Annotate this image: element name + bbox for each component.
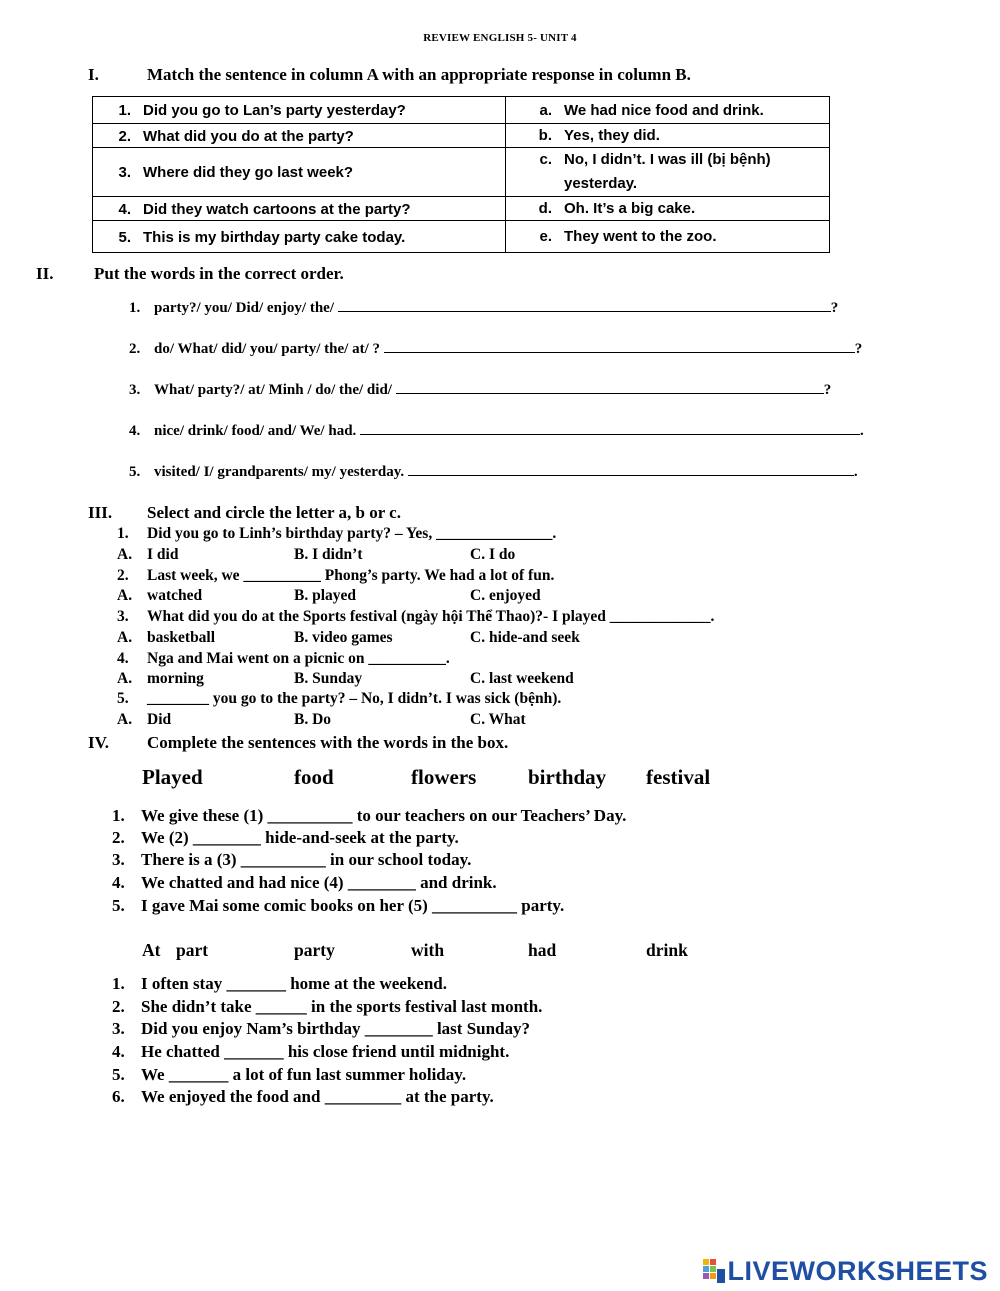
- col-b-letter: c.: [539, 151, 552, 168]
- option-b[interactable]: B. video games: [294, 629, 393, 646]
- col-a-number: 3.: [118, 164, 131, 181]
- col-b-letter: e.: [539, 228, 552, 245]
- answer-line[interactable]: [408, 461, 854, 476]
- col-b-response: Oh. It’s a big cake.: [564, 200, 696, 217]
- sentence-number: 5.: [112, 1065, 125, 1084]
- word-box-2-word: with: [411, 940, 445, 960]
- page-title: REVIEW ENGLISH 5- UNIT 4: [423, 32, 577, 44]
- answer-line[interactable]: [396, 379, 824, 394]
- section-1-heading: Match the sentence in column A with an appropriate response in column B.: [147, 65, 691, 84]
- reorder-item: [129, 379, 831, 399]
- sentence-text: Did you enjoy Nam’s birthday ________ last Sunday?: [141, 1019, 531, 1038]
- reorder-item: [129, 420, 864, 440]
- answer-line[interactable]: [384, 338, 855, 353]
- item-number: 1.: [129, 300, 141, 316]
- option-a-label: A.: [117, 670, 133, 687]
- item-number: 5.: [129, 464, 141, 480]
- option-a[interactable]: Did: [147, 711, 172, 728]
- item-words: do/ What/ did/ you/ party/ the/ at/ ?: [154, 341, 381, 357]
- sentence-text: We enjoyed the food and _________ at the party.: [141, 1087, 494, 1106]
- col-a-number: 4.: [118, 200, 131, 218]
- section-4-numeral: IV.: [88, 733, 109, 752]
- option-b[interactable]: B. played: [294, 587, 357, 604]
- liveworksheets-logo-icon: [703, 1259, 727, 1285]
- sentence-number: 5.: [112, 896, 125, 915]
- sentence-text: We _______ a lot of fun last summer holiday.: [141, 1065, 467, 1084]
- question-text: Last week, we __________ Phong’s party. We had a lot of fun.: [147, 567, 555, 584]
- col-a-sentence: Where did they go last week?: [143, 164, 354, 181]
- question-number: 5.: [117, 690, 129, 707]
- option-b[interactable]: B. Do: [294, 711, 332, 728]
- col-a-number: 2.: [118, 127, 131, 145]
- section-3-heading: Select and circle the letter a, b or c.: [147, 503, 401, 522]
- sentence-number: 6.: [112, 1087, 125, 1106]
- item-words: nice/ drink/ food/ and/ We/ had.: [154, 423, 357, 439]
- section-3-numeral: III.: [88, 503, 113, 522]
- option-a-label: A.: [117, 629, 133, 646]
- col-b-letter: a.: [539, 101, 552, 119]
- item-number: 2.: [129, 341, 141, 357]
- option-b[interactable]: B. Sunday: [294, 670, 363, 687]
- sentence-text: We (2) ________ hide-and-seek at the party.: [141, 828, 459, 847]
- question-text: Nga and Mai went on a picnic on __________.: [147, 650, 450, 667]
- sentence-text: There is a (3) __________ in our school today.: [141, 850, 472, 869]
- sentence-number: 3.: [112, 1019, 125, 1038]
- question-number: 1.: [117, 525, 129, 542]
- item-words: visited/ I/ grandparents/ my/ yesterday.: [154, 464, 405, 480]
- sentence-text: I often stay _______ home at the weekend.: [141, 974, 447, 993]
- col-a-sentence: Did they watch cartoons at the party?: [143, 200, 411, 218]
- word-box-2-word: At: [142, 940, 161, 960]
- word-box-2-word: party: [294, 940, 335, 960]
- reorder-item: [129, 338, 862, 358]
- table-row: [93, 148, 830, 197]
- question-text: Did you go to Linh’s birthday party? – Yes, _______________.: [147, 525, 557, 542]
- sentence-text: She didn’t take ______ in the sports festival last month.: [141, 997, 543, 1016]
- col-a-sentence: What did you do at the party?: [143, 127, 354, 145]
- answer-line[interactable]: [338, 297, 831, 312]
- option-a-label: A.: [117, 587, 133, 604]
- sentence-number: 2.: [112, 828, 125, 847]
- option-a[interactable]: I did: [147, 546, 179, 563]
- word-box-1-word: festival: [646, 765, 711, 789]
- item-number: 4.: [129, 423, 141, 439]
- col-a-number: 5.: [118, 228, 131, 246]
- option-b[interactable]: B. I didn’t: [294, 546, 363, 563]
- word-box-2-word: part: [176, 940, 209, 960]
- col-b-letter: d.: [538, 200, 552, 217]
- sentence-text: He chatted _______ his close friend until midnight.: [141, 1042, 510, 1061]
- option-c[interactable]: C. last weekend: [470, 670, 574, 687]
- matching-table: [92, 96, 830, 253]
- item-end-mark: .: [853, 464, 858, 480]
- section-4-heading: Complete the sentences with the words in the box.: [147, 733, 509, 752]
- item-words: party?/ you/ Did/ enjoy/ the/: [154, 300, 335, 316]
- table-row: [93, 197, 830, 221]
- word-box-2-word: had: [528, 940, 557, 960]
- word-box-1-word: flowers: [411, 765, 477, 789]
- sentence-number: 1.: [112, 806, 125, 825]
- option-a[interactable]: watched: [147, 587, 203, 604]
- table-row: [93, 124, 830, 148]
- option-c[interactable]: C. enjoyed: [470, 587, 541, 604]
- question-text: What did you do at the Sports festival (ngày hội Thể Thao)?- I played _____________.: [147, 608, 715, 625]
- table-row: [93, 221, 830, 253]
- col-a-sentence: Did you go to Lan’s party yesterday?: [143, 102, 406, 119]
- option-c[interactable]: C. hide-and seek: [470, 629, 580, 646]
- section-1-numeral: I.: [88, 65, 99, 84]
- section-2-numeral: II.: [36, 264, 54, 283]
- answer-line[interactable]: [360, 420, 860, 435]
- item-words: What/ party?/ at/ Minh / do/ the/ did/: [154, 382, 392, 398]
- col-b-response: Yes, they did.: [564, 127, 660, 144]
- col-b-response: We had nice food and drink.: [564, 101, 764, 119]
- logo-text: LIVEWORKSHEETS: [727, 1256, 988, 1286]
- sentence-text: We give these (1) __________ to our teachers on our Teachers’ Day.: [141, 806, 627, 825]
- col-b-letter: b.: [538, 127, 552, 144]
- item-end-mark: ?: [823, 382, 832, 398]
- word-box-1-word: Played: [142, 765, 203, 789]
- sentence-number: 3.: [112, 850, 125, 869]
- sentence-number: 4.: [112, 873, 125, 892]
- item-end-mark: .: [860, 423, 864, 439]
- col-b-response: They went to the zoo.: [564, 228, 717, 245]
- option-c[interactable]: C. What: [470, 711, 526, 728]
- option-a[interactable]: morning: [147, 670, 204, 687]
- sentence-number: 1.: [112, 974, 125, 993]
- question-number: 2.: [117, 567, 129, 584]
- sentence-text: We chatted and had nice (4) ________ and drink.: [141, 873, 497, 892]
- option-c[interactable]: C. I do: [470, 546, 516, 563]
- col-a-sentence: This is my birthday party cake today.: [143, 228, 406, 246]
- reorder-item: [129, 297, 838, 317]
- question-number: 3.: [117, 608, 129, 625]
- table-row: [93, 97, 830, 124]
- col-b-response: No, I didn’t. I was ill (bị bệnh) yesterday.: [564, 151, 771, 192]
- question-text: ________ you go to the party? – No, I didn’t. I was sick (bệnh).: [147, 690, 562, 707]
- section-2-heading: Put the words in the correct order.: [94, 264, 344, 283]
- item-end-mark: ?: [830, 300, 839, 316]
- option-a-label: A.: [117, 546, 133, 563]
- col-a-number: 1.: [118, 102, 131, 119]
- word-box-2-word: drink: [646, 940, 688, 960]
- liveworksheets-logo[interactable]: [703, 1256, 988, 1287]
- word-box-1-word: food: [294, 765, 334, 789]
- option-a-label: A.: [117, 711, 133, 728]
- option-a[interactable]: basketball: [147, 629, 216, 646]
- item-end-mark: ?: [854, 341, 863, 357]
- word-box-1-word: birthday: [528, 765, 607, 789]
- question-number: 4.: [117, 650, 129, 667]
- sentence-number: 4.: [112, 1042, 125, 1061]
- sentence-text: I gave Mai some comic books on her (5) __________ party.: [141, 896, 565, 915]
- sentence-number: 2.: [112, 997, 125, 1016]
- item-number: 3.: [129, 382, 141, 398]
- reorder-item: [129, 461, 858, 481]
